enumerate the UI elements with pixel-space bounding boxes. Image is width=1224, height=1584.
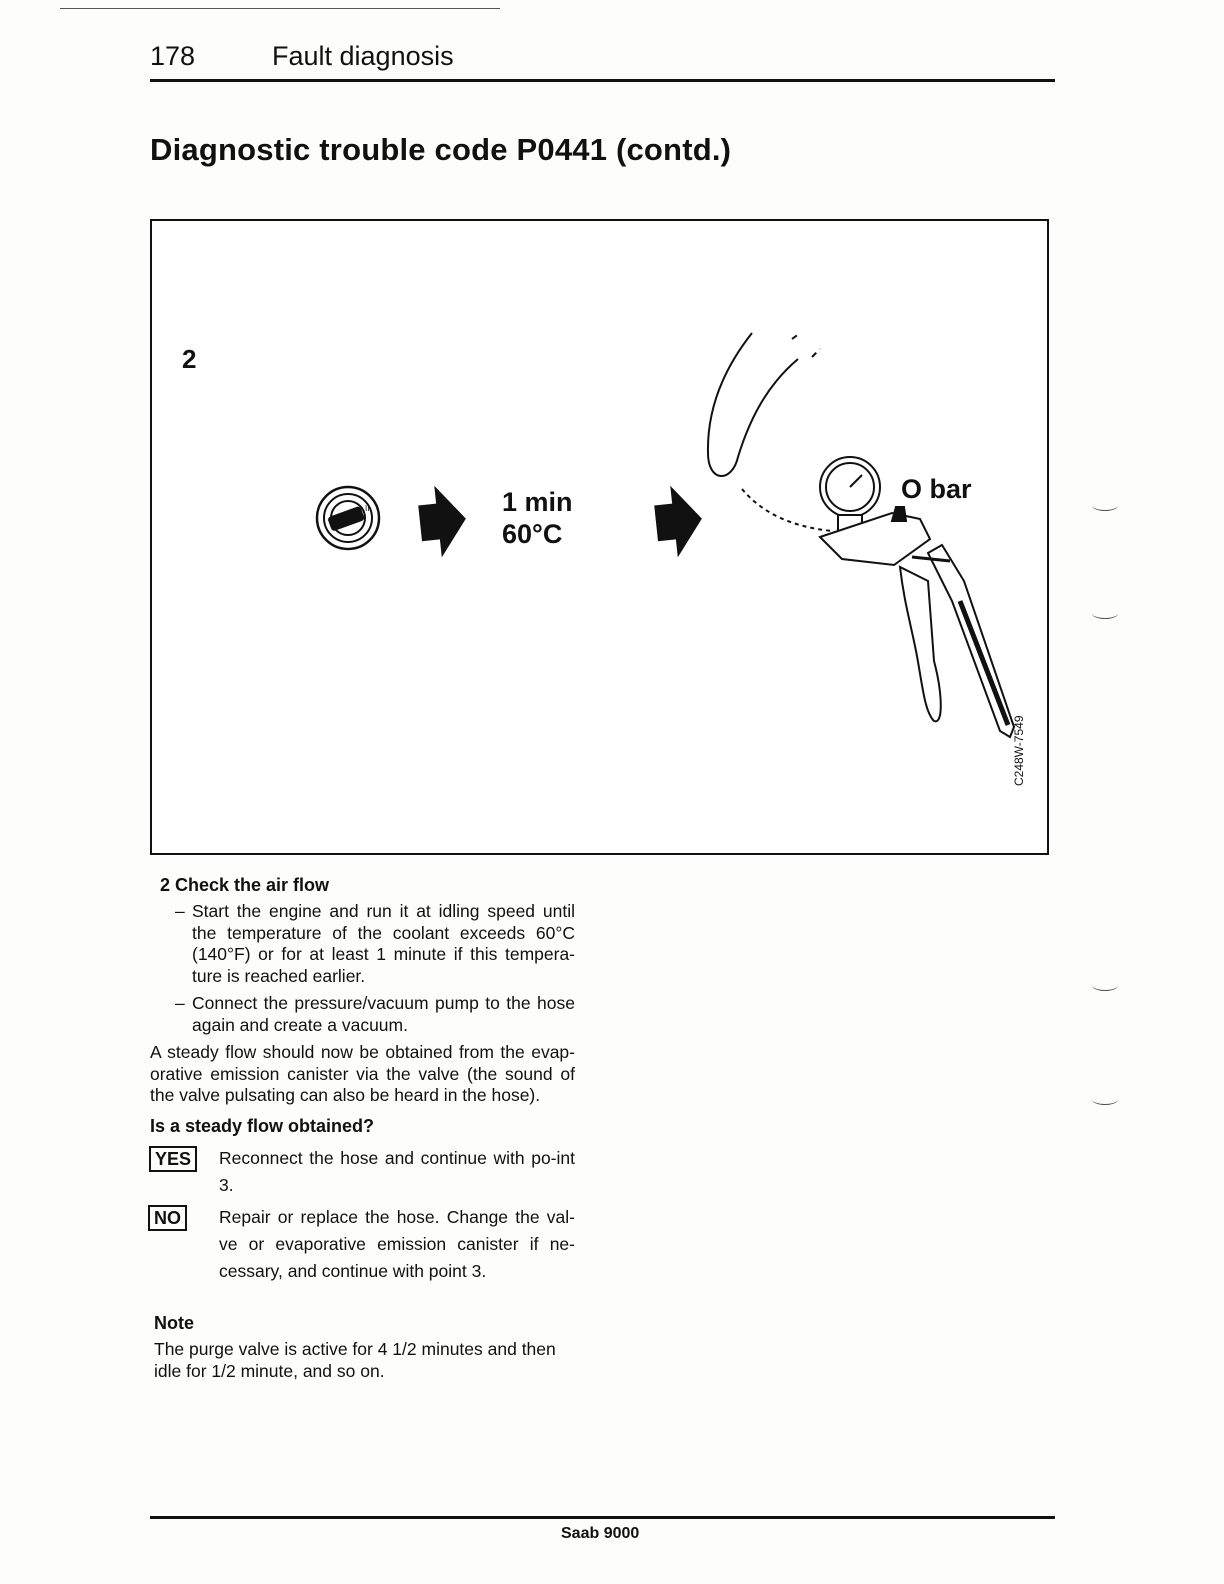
- binding-mark: [1092, 500, 1118, 511]
- yes-answer-text: Reconnect the hose and continue with po-int 3.: [219, 1148, 575, 1195]
- body-paragraph: A steady flow should now be obtained from the evap-orative emission canister via the valve (the sound of the valve pulsating can also be heard in the hose).: [150, 1042, 575, 1105]
- scan-edge-line: [60, 8, 500, 9]
- binding-mark: [1092, 608, 1118, 619]
- time-label: 1 min: [502, 487, 573, 517]
- note-text: The purge valve is active for 4 1/2 minutes and then idle for 1/2 minute, and so on.: [154, 1339, 556, 1381]
- bullet-text: Connect the pressure/vacuum pump to the hose again and create a vacuum.: [192, 993, 575, 1035]
- bullet-text: Start the engine and run it at idling speed until the temperature of the coolant exceeds 60°C (140°F) or for at least 1 minute if this tempera-ture is reached earlier.: [192, 901, 575, 986]
- figure-code: C248W-7549: [1012, 715, 1026, 786]
- question: Is a steady flow obtained?: [150, 1116, 375, 1136]
- pressure-label: O bar: [901, 474, 972, 504]
- footer-rule: [150, 1516, 1055, 1519]
- step-heading: 2 Check the air flow: [160, 875, 330, 895]
- arrow-right-icon: [652, 483, 705, 559]
- arrow-right-icon: [416, 483, 469, 559]
- footer-model: Saab 9000: [561, 1525, 640, 1542]
- note-heading: Note: [154, 1313, 194, 1333]
- section-name: Fault diagnosis: [272, 41, 454, 71]
- ignition-key-icon: [317, 487, 379, 549]
- list-item: [175, 993, 575, 1037]
- bullet-dash: –: [175, 993, 185, 1013]
- yes-badge: YES: [149, 1146, 197, 1172]
- illustration-drawing: [152, 221, 1047, 853]
- header-rule: [150, 79, 1055, 82]
- no-answer-text: Repair or replace the hose. Change the val-ve or evaporative emission canister if ne-cessary, and continue with point 3.: [219, 1207, 575, 1281]
- temperature-label: 60°C: [502, 519, 563, 549]
- bullet-dash: –: [175, 901, 185, 921]
- svg-text:II: II: [365, 504, 370, 513]
- binding-mark: [1092, 1094, 1118, 1105]
- list-item: [175, 901, 575, 987]
- hose-drawing: [708, 333, 832, 531]
- figure-step-number: 2: [182, 344, 197, 374]
- page-number: 178: [150, 41, 196, 71]
- page-title: Diagnostic trouble code P0441 (contd.): [150, 132, 732, 167]
- no-badge: NO: [148, 1205, 187, 1231]
- binding-mark: [1092, 980, 1118, 991]
- illustration-frame: [150, 219, 1049, 855]
